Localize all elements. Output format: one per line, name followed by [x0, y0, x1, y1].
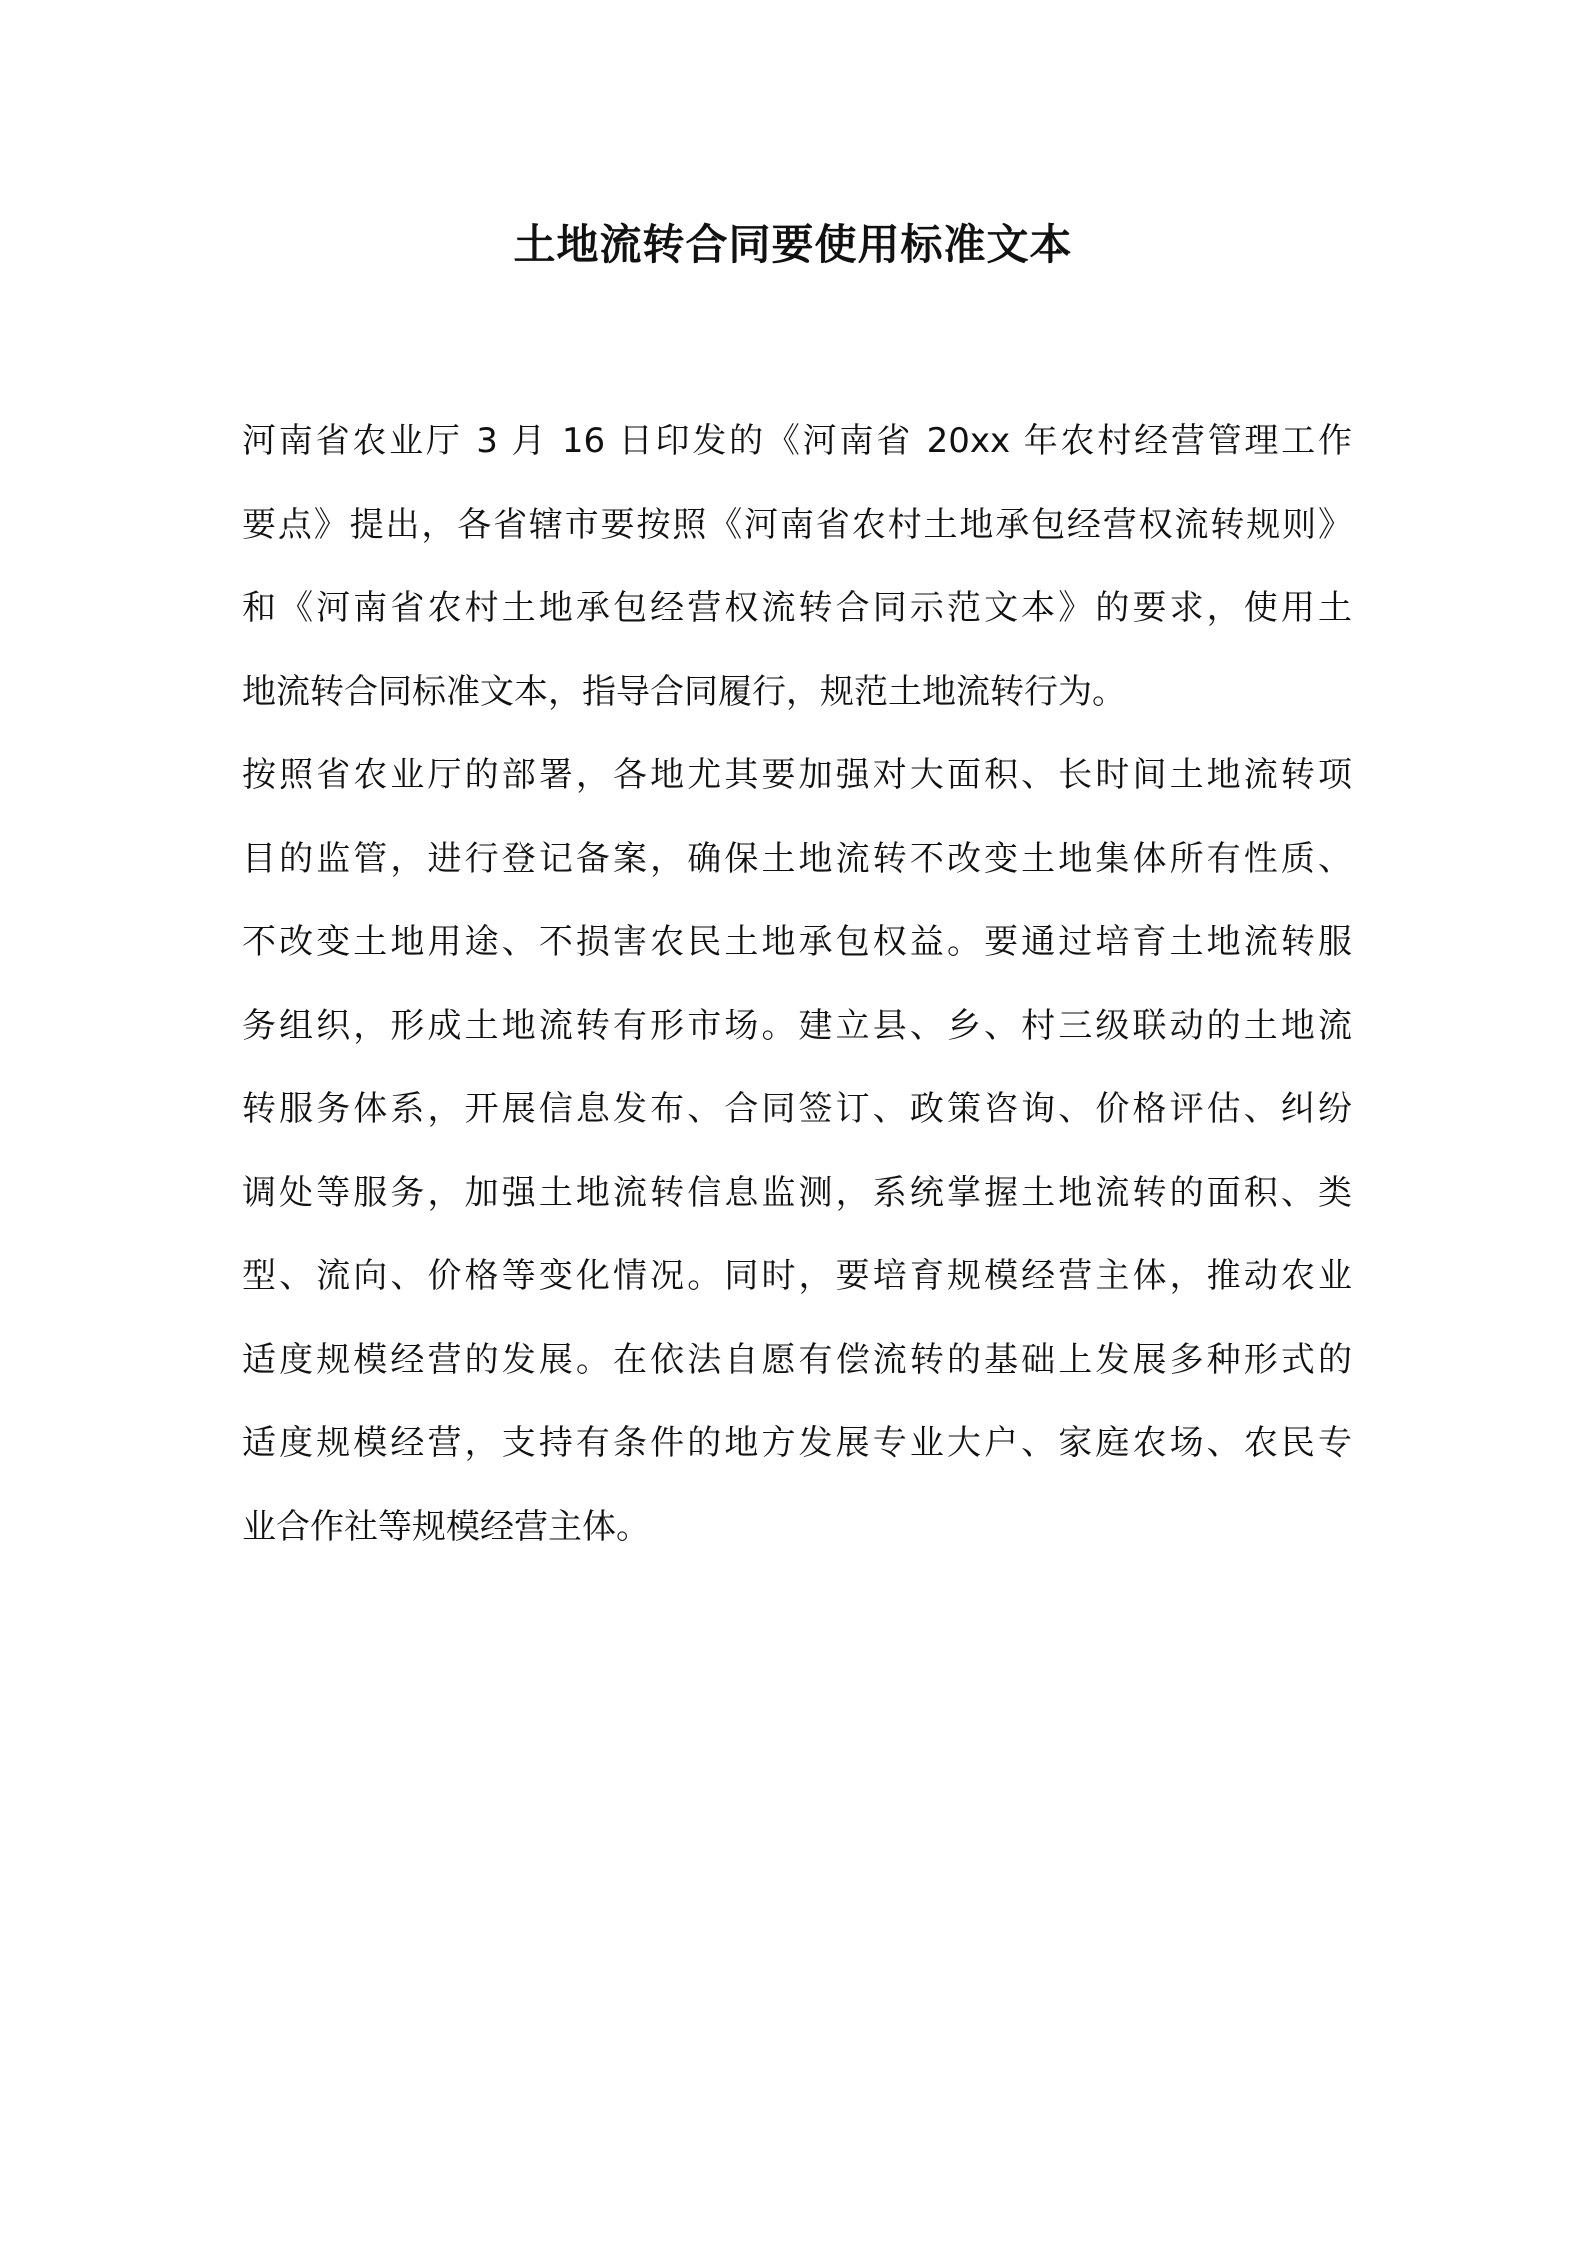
document-title: 土地流转合同要使用标准文本 [513, 220, 1073, 269]
paragraph-2-line-6: 调处等服务，加强土地流转信息监测，系统掌握土地流转的面积、类 [242, 1172, 1352, 1213]
paragraph-2-line-5: 转服务体系，开展信息发布、合同签订、政策咨询、价格评估、纠纷 [242, 1089, 1352, 1129]
paragraph-1-line-3: 和《河南省农村土地承包经营权流转合同示范文本》的要求，使用土 [242, 588, 1352, 628]
paragraph-1-line-1: 河南省农业厅 3 月 16 日印发的《河南省 20xx 年农村经营管理工作 [242, 421, 1352, 461]
document-body [242, 400, 1352, 1569]
paragraph-1-line-4: 地流转合同标准文本，指导合同履行，规范土地流转行为。 [242, 671, 1126, 712]
paragraph-2-line-9: 适度规模经营，支持有条件的地方发展专业大户、家庭农场、农民专 [242, 1423, 1352, 1463]
paragraph-1-line-2: 要点》提出，各省辖市要按照《河南省农村土地承包经营权流转规则》 [242, 504, 1352, 545]
paragraph-2-line-10: 业合作社等规模经营主体。 [242, 1506, 650, 1547]
paragraph-2-line-4: 务组织，形成土地流转有形市场。建立县、乡、村三级联动的土地流 [242, 1005, 1352, 1046]
paragraph-2-line-3: 不改变土地用途、不损害农民土地承包权益。要通过培育土地流转服 [242, 922, 1352, 962]
paragraph-2-line-1: 按照省农业厅的部署，各地尤其要加强对大面积、长时间土地流转项 [242, 755, 1352, 795]
paragraph-2-line-7: 型、流向、价格等变化情况。同时，要培育规模经营主体，推动农业 [242, 1256, 1352, 1296]
paragraph-2-line-2: 目的监管，进行登记备案，确保土地流转不改变土地集体所有性质、 [242, 838, 1352, 879]
paragraph-2-line-8: 适度规模经营的发展。在依法自愿有偿流转的基础上发展多种形式的 [242, 1339, 1352, 1380]
